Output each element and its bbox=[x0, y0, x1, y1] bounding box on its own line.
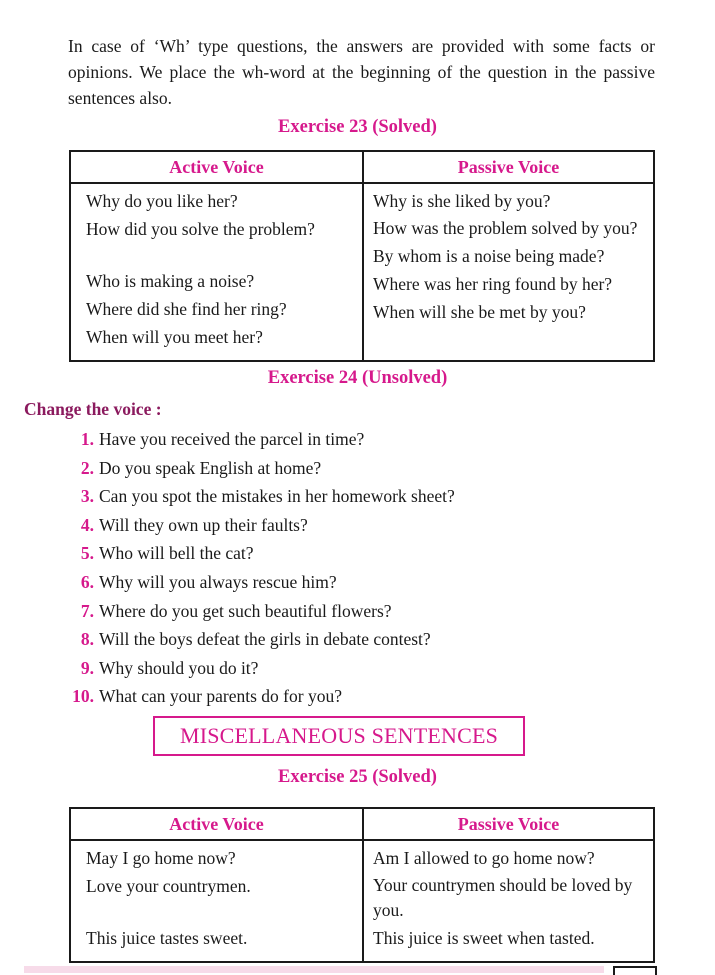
active-column bbox=[70, 183, 363, 361]
question-number: 10. bbox=[72, 686, 94, 707]
active-sentence: Why do you like her? bbox=[86, 191, 238, 211]
question-number: 1. bbox=[80, 429, 94, 449]
miscellaneous-heading: MISCELLANEOUS SENTENCES bbox=[153, 716, 525, 756]
active-sentence: When will you meet her? bbox=[86, 327, 263, 347]
list-item bbox=[68, 455, 455, 484]
exercise-25-table bbox=[69, 807, 655, 963]
question-number: 9. bbox=[80, 657, 94, 678]
question-text: What can your parents do for you? bbox=[99, 686, 342, 707]
table-row bbox=[70, 840, 654, 962]
active-sentence: How did you solve the problem? bbox=[86, 219, 315, 239]
list-item bbox=[68, 683, 455, 712]
passive-sentence: Where was her ring found by her? bbox=[373, 274, 613, 294]
question-number: 4. bbox=[80, 514, 94, 535]
question-text: Will they own up their faults? bbox=[99, 514, 308, 535]
instruction-label: Change the voice : bbox=[24, 399, 162, 419]
table-row bbox=[70, 183, 654, 361]
question-text: Who will bell the cat? bbox=[99, 543, 254, 564]
list-item bbox=[68, 569, 455, 598]
table-header-row bbox=[70, 151, 654, 183]
question-text: Why will you always rescue him? bbox=[99, 571, 337, 592]
passive-sentence: This juice is sweet when tasted. bbox=[373, 928, 595, 948]
passive-sentence: Am I allowed to go home now? bbox=[373, 848, 595, 868]
question-number: 6. bbox=[80, 571, 94, 592]
active-sentence: Where did she find her ring? bbox=[86, 299, 287, 319]
question-number: 5. bbox=[80, 543, 94, 564]
passive-sentence: Why is she liked by you? bbox=[373, 191, 551, 211]
active-sentence: This juice tastes sweet. bbox=[86, 928, 248, 948]
active-sentence: May I go home now? bbox=[86, 848, 236, 868]
active-column bbox=[70, 840, 363, 962]
intro-paragraph: In case of ‘Wh’ type questions, the answers are provided with some facts or opinions. We place the wh-word at the beginning of the question in the passive sentences also. bbox=[68, 36, 655, 108]
list-item bbox=[68, 626, 455, 655]
question-text: Why should you do it? bbox=[99, 657, 259, 678]
list-item bbox=[68, 512, 455, 541]
passive-column bbox=[363, 183, 654, 361]
question-number: 7. bbox=[80, 600, 94, 621]
question-text: Will the boys defeat the girls in debate contest? bbox=[99, 629, 431, 650]
passive-column bbox=[363, 840, 654, 962]
active-voice-header: Active Voice bbox=[70, 151, 363, 183]
table-header-row bbox=[70, 808, 654, 840]
question-text: Do you speak English at home? bbox=[99, 457, 322, 478]
passive-voice-header: Passive Voice bbox=[363, 808, 654, 840]
list-item bbox=[68, 426, 455, 455]
question-number: 8. bbox=[80, 629, 94, 650]
passive-sentence: By whom is a noise being made? bbox=[373, 246, 605, 266]
list-item bbox=[68, 483, 455, 512]
page-number-box bbox=[613, 966, 657, 975]
passive-sentence: When will she be met by you? bbox=[373, 302, 586, 322]
exercise-23-title: Exercise 23 (Solved) bbox=[278, 117, 437, 137]
question-number: 3. bbox=[80, 486, 94, 507]
exercise-24-title: Exercise 24 (Unsolved) bbox=[267, 368, 448, 388]
question-number: 2. bbox=[80, 457, 94, 478]
question-list bbox=[68, 426, 455, 712]
question-text: Have you received the parcel in time? bbox=[99, 429, 365, 449]
exercise-23-table bbox=[69, 150, 655, 362]
active-sentence: Who is making a noise? bbox=[86, 271, 255, 291]
question-text: Can you spot the mistakes in her homework sheet? bbox=[99, 486, 455, 507]
footer-strip bbox=[24, 966, 604, 973]
passive-sentence: How was the problem solved by you? bbox=[373, 218, 638, 238]
list-item bbox=[68, 540, 455, 569]
question-text: Where do you get such beautiful flowers? bbox=[99, 600, 392, 621]
list-item bbox=[68, 655, 455, 684]
passive-voice-header: Passive Voice bbox=[363, 151, 654, 183]
active-voice-header: Active Voice bbox=[70, 808, 363, 840]
active-sentence: Love your countrymen. bbox=[86, 876, 251, 896]
list-item bbox=[68, 598, 455, 627]
exercise-25-title: Exercise 25 (Solved) bbox=[278, 767, 437, 787]
passive-sentence: Your countrymen should be loved by you. bbox=[373, 875, 633, 920]
